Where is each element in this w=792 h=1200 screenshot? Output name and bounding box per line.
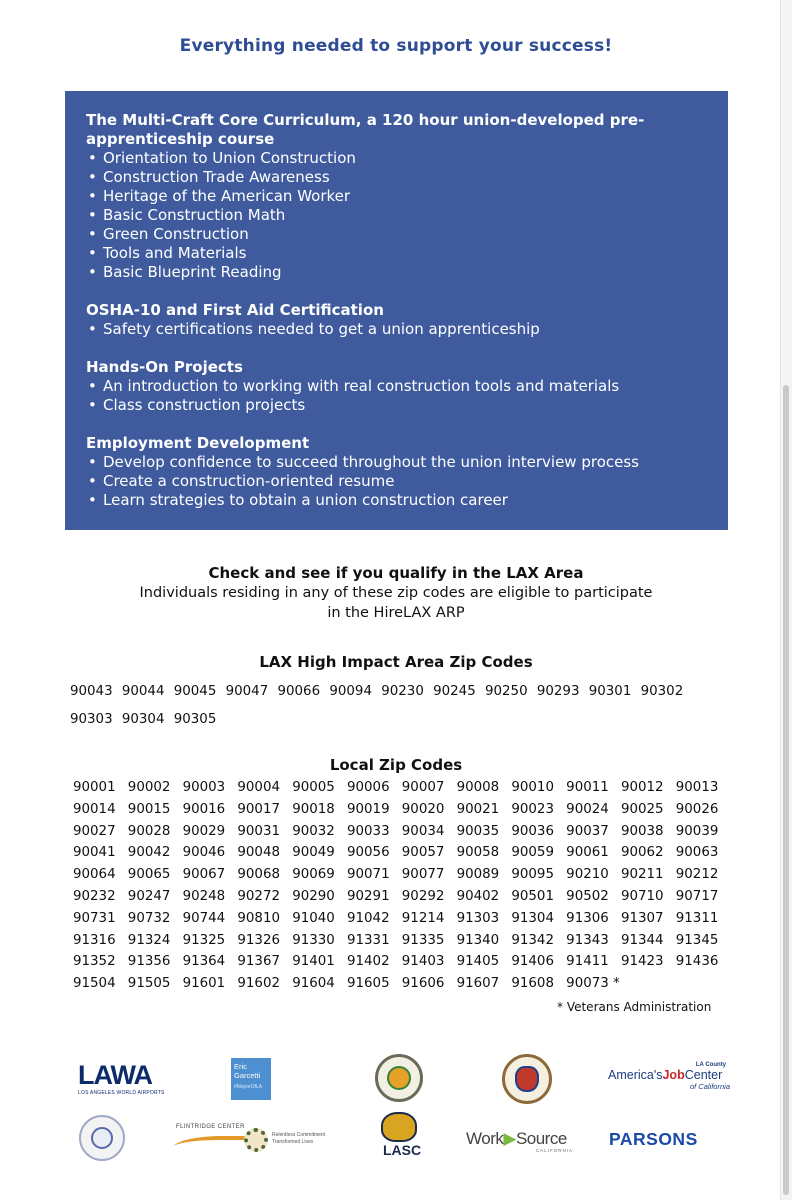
zip-code: 91306 xyxy=(566,910,609,926)
arrow-icon: ▶ xyxy=(503,1129,516,1148)
zip-code: 91324 xyxy=(127,932,171,948)
list-item: • Heritage of the American Worker xyxy=(86,187,708,206)
zip-code: 90002 xyxy=(127,780,171,795)
zip-code: 90073 * xyxy=(566,976,620,992)
city-seal-logo xyxy=(375,1054,423,1102)
section-list xyxy=(86,377,708,415)
employment-section xyxy=(86,434,708,510)
zip-code: 91606 xyxy=(401,976,445,992)
list-item: • Learn strategies to obtain a union construction career xyxy=(86,491,708,510)
qualify-title: Check and see if you qualify in the LAX Area xyxy=(208,564,584,582)
list-item: • An introduction to working with real construction tools and materials xyxy=(86,377,708,396)
zip-code: 90018 xyxy=(292,801,335,817)
zip-code: 91403 xyxy=(401,954,445,970)
zip-code: 91423 xyxy=(620,954,664,970)
garcetti-line2: Garcetti xyxy=(234,1071,261,1080)
zip-code: 90810 xyxy=(237,910,280,926)
list-item: • Basic Blueprint Reading xyxy=(86,263,708,282)
zip-code: 90717 xyxy=(675,888,719,904)
list-item: • Construction Trade Awareness xyxy=(86,168,708,187)
zip-code: 90095 xyxy=(511,867,554,883)
zip-code: 90004 xyxy=(237,780,280,795)
list-item: • Green Construction xyxy=(86,225,708,244)
zip-code: 91602 xyxy=(237,976,280,992)
zip-code: 90033 xyxy=(346,823,390,839)
lawa-logo-subtitle: LOS ANGELES WORLD AIRPORTS xyxy=(78,1090,165,1096)
zip-code: 90013 xyxy=(675,780,719,795)
zip-code: 90043 xyxy=(70,684,113,699)
list-item: • Safety certifications needed to get a union apprenticeship xyxy=(86,320,708,339)
ajc-top: LA County xyxy=(695,1062,726,1068)
qualify-block xyxy=(0,563,792,623)
lawa-logo-text: LAWA xyxy=(78,1060,152,1090)
zip-code: 91040 xyxy=(292,910,335,926)
zip-code: 90089 xyxy=(456,867,500,883)
zip-code: 90003 xyxy=(182,780,226,795)
zip-code: 90039 xyxy=(675,823,719,839)
veterans-note: * Veterans Administration xyxy=(557,1000,712,1014)
zip-code: 91304 xyxy=(511,910,554,926)
zip-code: 90011 xyxy=(566,780,609,795)
list-item: • Class construction projects xyxy=(86,396,708,415)
zip-code: 91401 xyxy=(292,954,335,970)
zip-code: 90066 xyxy=(277,684,321,699)
zip-code: 90059 xyxy=(511,845,554,861)
ajc-cal: of California xyxy=(689,1082,730,1091)
zip-code: 90029 xyxy=(182,823,226,839)
americas-job-center-logo xyxy=(608,1062,732,1102)
zip-code: 91316 xyxy=(73,932,116,948)
zip-code: 90247 xyxy=(127,888,171,904)
zip-code: 90290 xyxy=(292,888,335,904)
zip-code: 90304 xyxy=(121,712,165,727)
zip-code: 90303 xyxy=(70,712,113,727)
zip-code: 91504 xyxy=(73,976,116,992)
zip-code: 90034 xyxy=(401,823,445,839)
zip-code: 90010 xyxy=(511,780,554,795)
zip-code: 91326 xyxy=(237,932,280,948)
zip-code: 90025 xyxy=(620,801,664,817)
zip-code: 91505 xyxy=(127,976,171,992)
seal-emblem-icon xyxy=(91,1127,113,1149)
swoosh-icon xyxy=(169,1136,247,1154)
flintridge-center-logo xyxy=(172,1124,328,1160)
curriculum-box xyxy=(65,91,728,530)
zip-code: 91303 xyxy=(456,910,500,926)
zip-code: 90061 xyxy=(566,845,609,861)
zip-code: 90502 xyxy=(566,888,609,904)
zip-code: 91342 xyxy=(511,932,554,948)
zip-code: 90211 xyxy=(620,867,664,883)
zip-code: 90005 xyxy=(292,780,335,795)
zip-code: 90038 xyxy=(620,823,664,839)
list-item: • Develop confidence to succeed throughout the union interview process xyxy=(86,453,708,472)
zip-code: 90293 xyxy=(536,684,580,699)
zip-code: 91402 xyxy=(346,954,390,970)
hands-on-section xyxy=(86,358,708,415)
zip-code: 91601 xyxy=(182,976,226,992)
zip-code: 90049 xyxy=(292,845,335,861)
zip-code: 90031 xyxy=(237,823,280,839)
zip-code: 90016 xyxy=(182,801,226,817)
lawa-logo xyxy=(78,1060,168,1100)
board-seal-logo xyxy=(79,1115,125,1161)
worksource-sub: CALIFORNIA xyxy=(536,1148,574,1153)
zip-code: 90291 xyxy=(346,888,390,904)
zip-code: 91608 xyxy=(511,976,554,992)
list-item: • Tools and Materials xyxy=(86,244,708,263)
zip-code: 91607 xyxy=(456,976,500,992)
zip-code: 91325 xyxy=(182,932,226,948)
zip-code: 91344 xyxy=(620,932,664,948)
zip-code: 90015 xyxy=(127,801,171,817)
section-title: The Multi-Craft Core Curriculum, a 120 hour union-developed pre-apprenticeship course xyxy=(86,111,645,148)
zip-code: 91405 xyxy=(456,954,500,970)
zip-code: 90272 xyxy=(237,888,280,904)
county-seal-logo xyxy=(502,1054,552,1104)
zip-code: 90032 xyxy=(292,823,335,839)
zip-code: 90019 xyxy=(346,801,390,817)
zip-code: 91042 xyxy=(346,910,390,926)
zip-code: 90063 xyxy=(675,845,719,861)
zip-code: 90062 xyxy=(620,845,664,861)
high-impact-title: LAX High Impact Area Zip Codes xyxy=(259,653,533,671)
flintridge-name: FLINTRIDGE CENTER xyxy=(176,1124,245,1130)
zip-code: 91330 xyxy=(292,932,335,948)
zip-code: 91352 xyxy=(73,954,116,970)
zip-code: 90732 xyxy=(127,910,171,926)
zip-code: 90305 xyxy=(173,712,217,727)
zip-code: 90064 xyxy=(73,867,116,883)
zip-code: 91356 xyxy=(127,954,171,970)
zip-code: 90069 xyxy=(292,867,335,883)
zip-code: 90710 xyxy=(620,888,664,904)
zip-code: 90026 xyxy=(675,801,719,817)
zip-code: 90027 xyxy=(73,823,116,839)
zip-code: 90001 xyxy=(73,780,116,795)
zip-code: 90292 xyxy=(401,888,445,904)
zip-code: 90020 xyxy=(401,801,445,817)
zip-code: 90012 xyxy=(620,780,664,795)
local-zip-grid xyxy=(73,780,733,998)
headline: Everything needed to support your success! xyxy=(179,36,613,56)
flintridge-tag: Relentless Commitment Transformed Lives xyxy=(272,1132,326,1145)
list-item: • Orientation to Union Construction xyxy=(86,149,708,168)
zip-code: 90037 xyxy=(566,823,609,839)
zip-code: 90036 xyxy=(511,823,554,839)
zip-code: 91604 xyxy=(292,976,335,992)
zip-code: 90094 xyxy=(329,684,372,699)
zip-code: 90057 xyxy=(401,845,445,861)
zip-code: 91605 xyxy=(346,976,390,992)
zip-code: 90041 xyxy=(73,845,116,861)
zip-code: 90731 xyxy=(73,910,116,926)
scrollbar[interactable] xyxy=(780,0,792,1200)
zip-code: 90006 xyxy=(346,780,390,795)
seal-emblem-icon xyxy=(387,1066,411,1090)
zip-code: 90044 xyxy=(121,684,165,699)
parsons-logo: PARSONS xyxy=(609,1129,698,1149)
qualify-text: Individuals residing in any of these zip codes are eligible to participate in the HireLAX ARP xyxy=(139,585,653,621)
cougar-icon xyxy=(381,1112,417,1142)
zip-code: 90065 xyxy=(127,867,171,883)
lasc-logo xyxy=(377,1112,421,1162)
zip-code: 90402 xyxy=(456,888,500,904)
list-item: • Basic Construction Math xyxy=(86,206,708,225)
zip-code: 91364 xyxy=(182,954,226,970)
zip-code: 90245 xyxy=(433,684,476,699)
gear-icon xyxy=(244,1128,268,1152)
zip-code: 91411 xyxy=(566,954,609,970)
zip-code: 91307 xyxy=(620,910,664,926)
zip-code: 91436 xyxy=(675,954,719,970)
scrollbar-thumb[interactable] xyxy=(783,385,789,1195)
zip-code: 90232 xyxy=(73,888,116,904)
zip-code: 90028 xyxy=(127,823,171,839)
zip-code: 91311 xyxy=(675,910,719,926)
zip-code: 91335 xyxy=(401,932,445,948)
zip-code: 91367 xyxy=(237,954,280,970)
worksource-logo: Work▶Source CALIFORNIA xyxy=(466,1129,574,1153)
zip-code: 90058 xyxy=(456,845,500,861)
section-list xyxy=(86,149,708,282)
osha-section xyxy=(86,301,708,339)
zip-code: 90501 xyxy=(511,888,554,904)
zip-code: 90008 xyxy=(456,780,500,795)
zip-code: 90046 xyxy=(182,845,226,861)
zip-code: 90014 xyxy=(73,801,116,817)
section-title: Hands-On Projects xyxy=(86,358,243,376)
zip-code: 90210 xyxy=(566,867,609,883)
garcetti-logo xyxy=(231,1058,271,1100)
seal-emblem-icon xyxy=(515,1066,539,1092)
section-title: OSHA-10 and First Aid Certification xyxy=(86,301,384,319)
ajc-main: America'sJobCenter xyxy=(608,1068,723,1082)
zip-code: 90017 xyxy=(237,801,280,817)
zip-code: 90047 xyxy=(225,684,269,699)
zip-code: 90248 xyxy=(182,888,226,904)
zip-code: 90023 xyxy=(511,801,554,817)
zip-code: 90212 xyxy=(675,867,719,883)
zip-code: 91406 xyxy=(511,954,554,970)
zip-code: 90045 xyxy=(173,684,217,699)
zip-code: 91214 xyxy=(401,910,445,926)
section-list xyxy=(86,320,708,339)
zip-code: 90077 xyxy=(401,867,445,883)
zip-code: 90021 xyxy=(456,801,500,817)
local-zips-title: Local Zip Codes xyxy=(329,756,463,774)
lasc-letters: LASC xyxy=(383,1142,422,1158)
zip-code: 90067 xyxy=(182,867,226,883)
zip-code: 90024 xyxy=(566,801,609,817)
section-title: Employment Development xyxy=(86,434,310,452)
zip-code: 91343 xyxy=(566,932,609,948)
zip-code: 90230 xyxy=(381,684,424,699)
garcetti-line1: Eric xyxy=(234,1062,247,1071)
zip-code: 91345 xyxy=(675,932,719,948)
list-item: • Create a construction-oriented resume xyxy=(86,472,708,491)
zip-code: 90744 xyxy=(182,910,226,926)
zip-code: 91340 xyxy=(456,932,500,948)
section-list xyxy=(86,453,708,510)
zip-code: 90048 xyxy=(237,845,280,861)
curriculum-section xyxy=(86,111,708,282)
zip-code: 90068 xyxy=(237,867,280,883)
zip-code: 90301 xyxy=(588,684,632,699)
zip-code: 90035 xyxy=(456,823,500,839)
zip-code: 90250 xyxy=(485,684,528,699)
high-impact-zip-list xyxy=(70,678,730,734)
zip-code: 90071 xyxy=(346,867,390,883)
garcetti-tag: #MayorOfLA xyxy=(234,1084,263,1090)
zip-code: 90007 xyxy=(401,780,445,795)
zip-code: 90042 xyxy=(127,845,171,861)
zip-code: 90302 xyxy=(640,684,684,699)
zip-code: 90056 xyxy=(346,845,390,861)
zip-code: 91331 xyxy=(346,932,390,948)
